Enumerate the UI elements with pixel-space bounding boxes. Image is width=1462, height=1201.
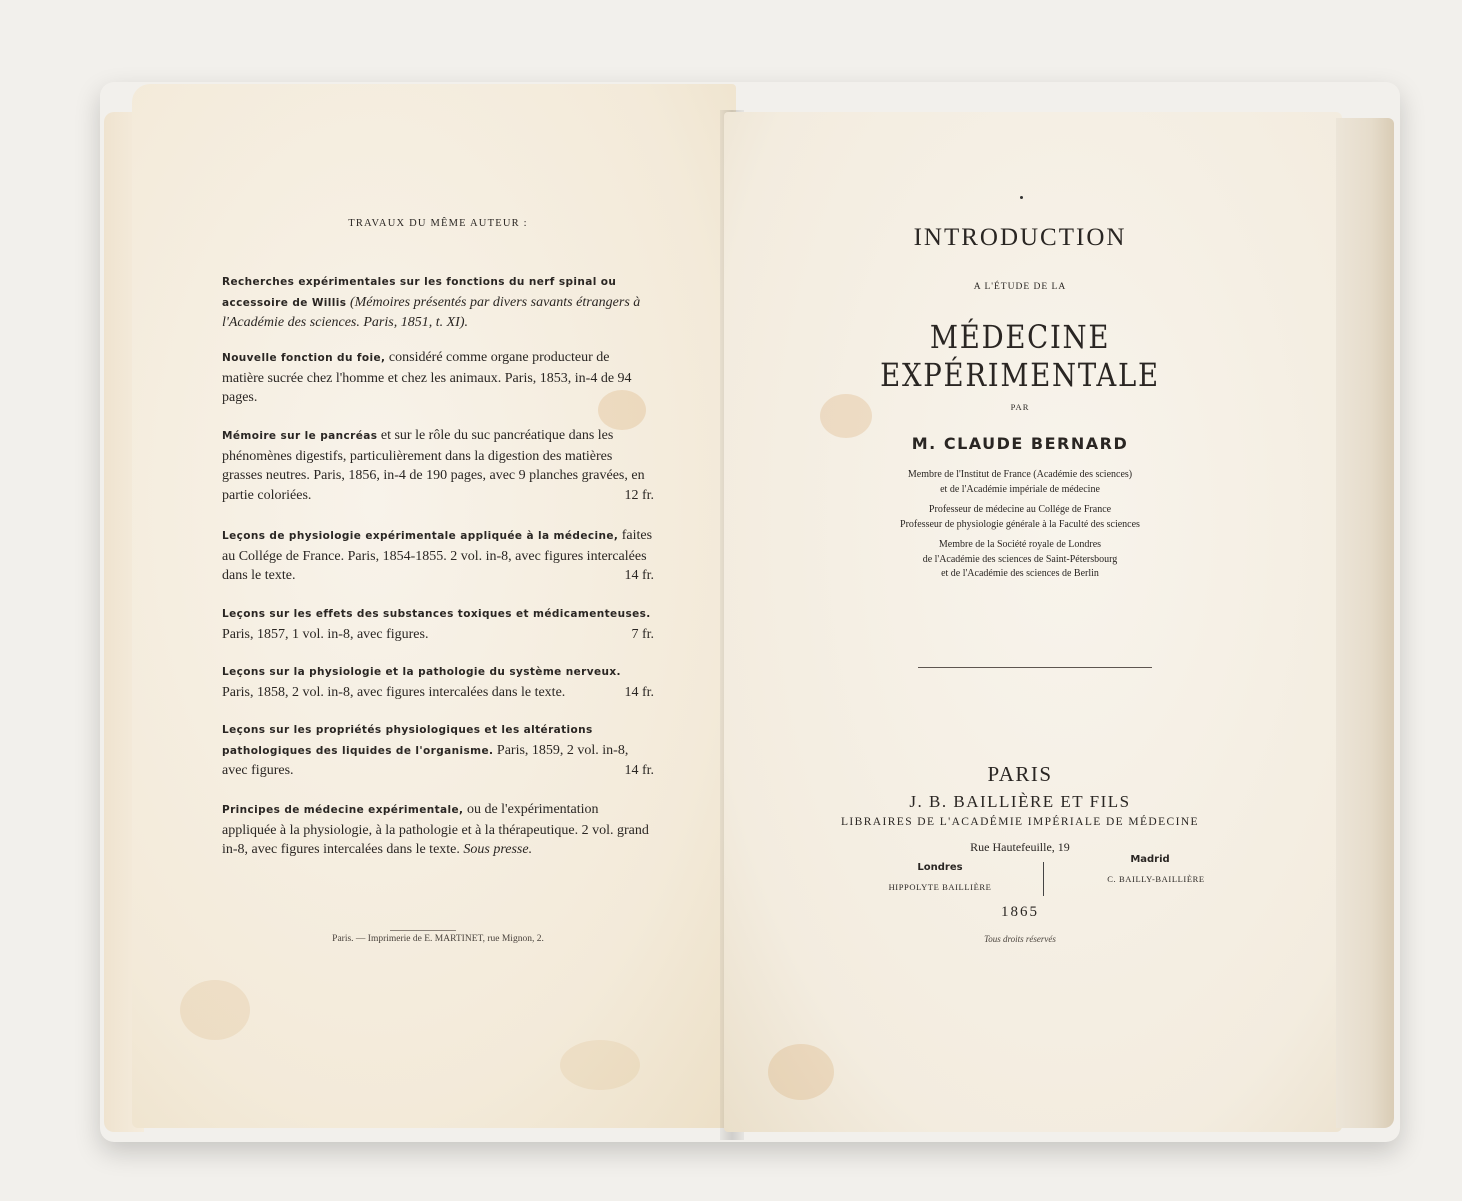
author-qualifications bbox=[760, 468, 1280, 582]
by-label: PAR bbox=[1010, 402, 1030, 412]
entry-price: 14 fr. bbox=[624, 568, 654, 583]
entry-title: Mémoire sur le pancréas bbox=[222, 430, 378, 442]
entry-price: 14 fr. bbox=[624, 684, 654, 700]
imprint-divider bbox=[1043, 862, 1044, 896]
entry-price: 14 fr. bbox=[624, 763, 654, 778]
entry-text: ou de l'expérimentation appliquée à la physiologie, à la pathologie et à la thérapeutique. 2 vol. grand in-8, avec figures intercalées dans le texte. bbox=[222, 802, 649, 857]
title-connector: A L'ÉTUDE DE LA bbox=[973, 282, 1067, 292]
qualification-line: et de l'Académie des sciences de Berlin bbox=[941, 568, 1099, 579]
ink-dot bbox=[1020, 196, 1023, 199]
bibliography-entry-1 bbox=[222, 272, 654, 333]
bibliography-entry-4 bbox=[222, 526, 654, 586]
qualification-line: Membre de l'Institut de France (Académie des sciences) bbox=[907, 469, 1133, 480]
author-name: M. CLAUDE BERNARD bbox=[911, 434, 1129, 453]
printer-imprint: Paris. — Imprimerie de E. MARTINET, rue Mignon, 2. bbox=[332, 934, 544, 944]
left-page-rule bbox=[390, 930, 456, 931]
publication-year: 1865 bbox=[1001, 904, 1039, 920]
entry-title: Principes de médecine expérimentale, bbox=[222, 804, 464, 816]
bibliography-entry-2 bbox=[222, 348, 654, 408]
entry-status: Sous presse. bbox=[463, 842, 533, 857]
title-introduction: INTRODUCTION bbox=[913, 224, 1127, 251]
main-title: MÉDECINE EXPÉRIMENTALE bbox=[880, 318, 1160, 394]
publisher-address: Rue Hautefeuille, 19 bbox=[970, 840, 1070, 854]
foxing-stain bbox=[560, 1040, 640, 1090]
foxing-stain bbox=[768, 1044, 834, 1100]
bibliography-entry-8 bbox=[222, 800, 654, 860]
qualification-line: de l'Académie des sciences de Saint-Pétersbourg bbox=[922, 553, 1118, 565]
bibliography-entry-3 bbox=[222, 426, 654, 505]
right-page-edge bbox=[1336, 118, 1394, 1128]
foxing-stain bbox=[180, 980, 250, 1040]
foxing-stain bbox=[820, 394, 872, 438]
madrid-label: Madrid bbox=[1130, 854, 1170, 865]
madrid-bookseller: C. BAILLY-BAILLIÈRE bbox=[1107, 874, 1205, 884]
left-page-heading: TRAVAUX DU MÊME AUTEUR : bbox=[348, 218, 528, 229]
qualification-line: et de l'Académie impériale de médecine bbox=[940, 483, 1100, 495]
entry-price: 12 fr. bbox=[624, 487, 654, 503]
entry-title: Leçons sur les propriétés physiologiques et les altérations pathologiques des liquides de l'organisme. bbox=[222, 724, 593, 757]
entry-text: faites au Collége de France. Paris, 1854-1855. 2 vol. in-8, avec figures intercalées dans le texte. bbox=[222, 528, 653, 583]
entry-title: Leçons sur la physiologie et la pathologie du système nerveux. bbox=[222, 666, 621, 678]
bibliography-entry-6 bbox=[222, 662, 654, 702]
qualification-line: Membre de la Société royale de Londres bbox=[938, 539, 1102, 550]
qualification-line: Professeur de médecine au Collége de France bbox=[928, 504, 1112, 515]
entry-title: Leçons sur les effets des substances toxiques et médicamenteuses. bbox=[222, 608, 651, 620]
publisher-subtitle: LIBRAIRES DE L'ACADÉMIE IMPÉRIALE DE MÉDECINE bbox=[841, 816, 1199, 828]
title-page-rule bbox=[918, 667, 1152, 668]
bibliography-entry-5 bbox=[222, 604, 654, 644]
publisher-name: J. B. BAILLIÈRE ET FILS bbox=[909, 792, 1131, 811]
entry-title: Recherches expérimentales sur les fonctions du nerf spinal ou accessoire de Willis bbox=[222, 276, 617, 309]
bibliography-entry-7 bbox=[222, 720, 654, 781]
london-label: Londres bbox=[917, 862, 963, 873]
entry-text: et sur le rôle du suc pancréatique dans les phénomènes digestifs, particulièrement dans la digestion des matières grasses neutres. Paris, 1856, in-4 de 190 pages, avec 9 planches gravées, en partie coloriées. bbox=[222, 428, 645, 503]
entry-text: considéré comme organe producteur de matière sucrée chez l'homme et chez les animaux. Paris, 1853, in-4 de 94 pages. bbox=[222, 350, 632, 405]
entry-text: Paris, 1859, 2 vol. in-8, avec figures. bbox=[222, 742, 629, 778]
entry-title: Leçons de physiologie expérimentale appliquée à la médecine, bbox=[222, 530, 619, 542]
entry-text: (Mémoires présentés par divers savants étrangers à l'Académie des sciences. Paris, 1851, t. XI). bbox=[222, 294, 641, 330]
right-page bbox=[724, 112, 1342, 1132]
imprint-city: PARIS bbox=[987, 762, 1053, 786]
entry-text: Paris, 1857, 1 vol. in-8, avec figures. bbox=[222, 626, 429, 642]
entry-text: Paris, 1858, 2 vol. in-8, avec figures intercalées dans le texte. bbox=[222, 684, 566, 700]
qualification-line: Professeur de physiologie générale à la Faculté des sciences bbox=[900, 518, 1140, 530]
entry-title: Nouvelle fonction du foie, bbox=[222, 352, 386, 364]
london-bookseller: HIPPOLYTE BAILLIÈRE bbox=[888, 882, 992, 892]
entry-price: 7 fr. bbox=[631, 626, 654, 642]
rights-notice: Tous droits réservés bbox=[984, 934, 1056, 944]
